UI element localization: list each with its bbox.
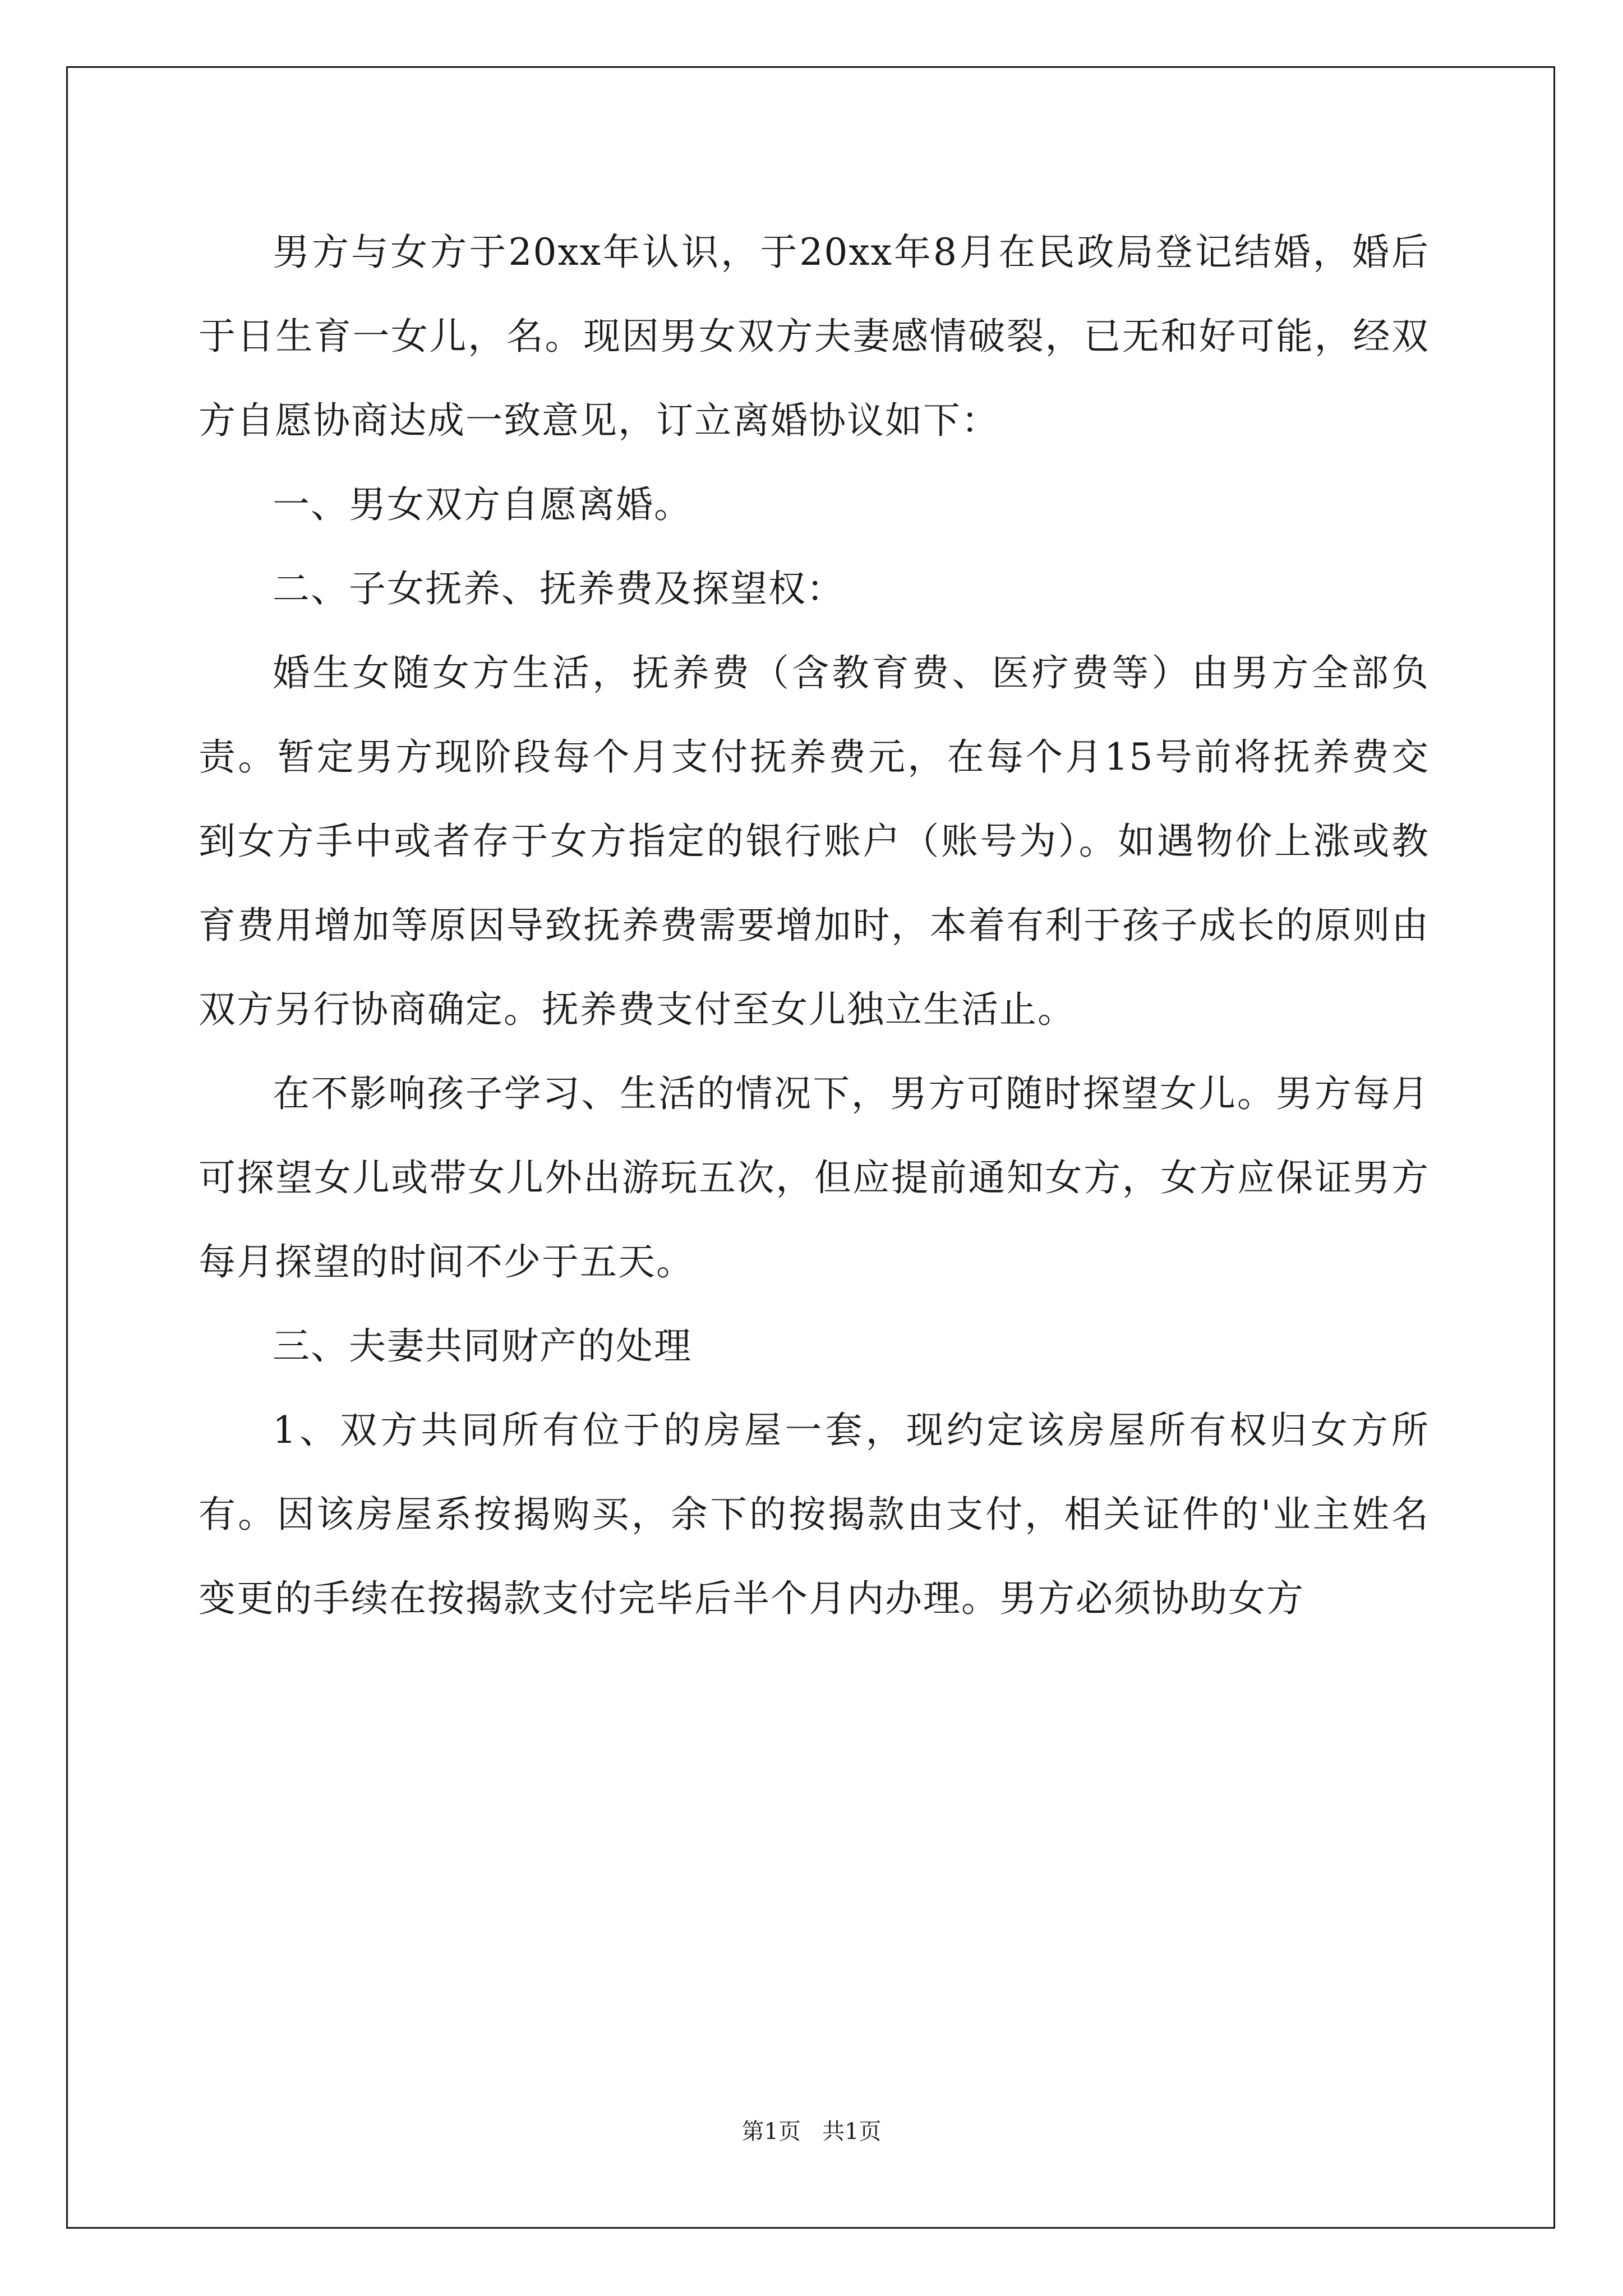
paragraph-property: 1、双方共同所有位于的房屋一套，现约定该房屋所有权归女方所有。因该房屋系按揭购买，余下的按揭款由支付，相关证件的'业主姓名变更的手续在按揭款支付完毕后半个月内办理。男方必须协助女方 — [199, 1409, 1430, 1620]
paragraph-child-support: 婚生女随女方生活，抚养费（含教育费、医疗费等）由男方全部负责。暂定男方现阶段每个月支付抚养费元，在每个月15号前将抚养费交到女方手中或者存于女方指定的银行账户（账号为）。如遇物价上涨或教育费用增加等原因导致抚养费需要增加时，本着有利于孩子成长的原则由双方另行协商确定。抚养费支付至女儿独立生活止。 — [199, 651, 1430, 1031]
page-number-footer: 第1页 共1页 — [741, 2119, 882, 2145]
paragraph-intro: 男方与女方于20xx年认识，于20xx年8月在民政局登记结婚，婚后于日生育一女儿，名。现因男女双方夫妻感情破裂，已无和好可能，经双方自愿协商达成一致意见，订立离婚协议如下： — [199, 231, 1430, 442]
clause-heading-1: 一、男女双方自愿离婚。 — [273, 483, 692, 526]
clause-heading-3: 三、夫妻共同财产的处理 — [273, 1324, 692, 1368]
paragraph-visitation: 在不影响孩子学习、生活的情况下，男方可随时探望女儿。男方每月可探望女儿或带女儿外出游玩五次，但应提前通知女方，女方应保证男方每月探望的时间不少于五天。 — [199, 1072, 1430, 1283]
clause-heading-2: 二、子女抚养、抚养费及探望权： — [273, 567, 845, 610]
document-body — [199, 210, 1430, 1641]
